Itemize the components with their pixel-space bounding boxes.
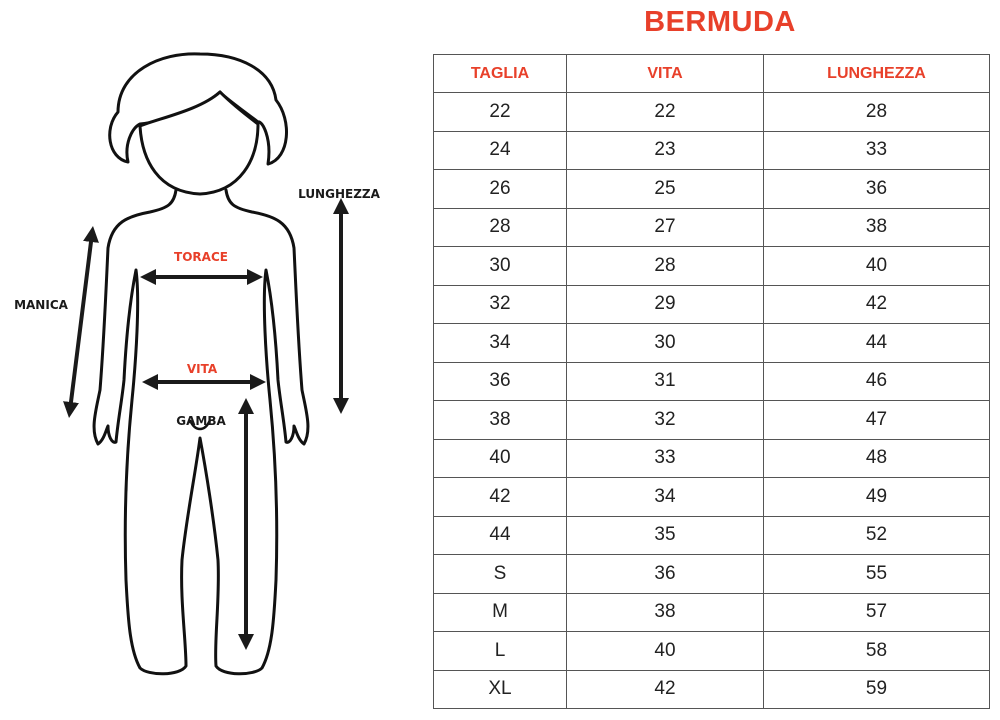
table-row <box>434 439 990 478</box>
cell-taglia: 28 <box>434 208 567 247</box>
cell-taglia: 40 <box>434 439 567 478</box>
cell-lunghezza: 49 <box>764 478 990 517</box>
label-torace: TORACE <box>174 250 228 264</box>
cell-lunghezza: 48 <box>764 439 990 478</box>
table-row <box>434 516 990 555</box>
cell-lunghezza: 40 <box>764 247 990 286</box>
table-row <box>434 285 990 324</box>
cell-lunghezza: 42 <box>764 285 990 324</box>
table-row <box>434 401 990 440</box>
cell-vita: 32 <box>567 401 764 440</box>
cell-lunghezza: 59 <box>764 670 990 709</box>
cell-taglia: 24 <box>434 131 567 170</box>
cell-lunghezza: 46 <box>764 362 990 401</box>
cell-taglia: 38 <box>434 401 567 440</box>
cell-taglia: 44 <box>434 516 567 555</box>
cell-taglia: L <box>434 632 567 671</box>
cell-lunghezza: 38 <box>764 208 990 247</box>
table-row <box>434 93 990 132</box>
cell-taglia: 22 <box>434 93 567 132</box>
cell-vita: 42 <box>567 670 764 709</box>
size-table <box>433 54 990 709</box>
table-row <box>434 593 990 632</box>
cell-vita: 28 <box>567 247 764 286</box>
label-manica: MANICA <box>14 298 68 312</box>
label-lunghezza: LUNGHEZZA <box>298 187 380 201</box>
cell-vita: 34 <box>567 478 764 517</box>
cell-taglia: 30 <box>434 247 567 286</box>
cell-taglia: 26 <box>434 170 567 209</box>
cell-taglia: M <box>434 593 567 632</box>
cell-lunghezza: 55 <box>764 555 990 594</box>
table-row <box>434 324 990 363</box>
cell-vita: 27 <box>567 208 764 247</box>
cell-lunghezza: 33 <box>764 131 990 170</box>
cell-vita: 30 <box>567 324 764 363</box>
table-row <box>434 632 990 671</box>
table-row <box>434 131 990 170</box>
table-row <box>434 208 990 247</box>
cell-vita: 31 <box>567 362 764 401</box>
cell-vita: 29 <box>567 285 764 324</box>
cell-vita: 36 <box>567 555 764 594</box>
table-row <box>434 478 990 517</box>
cell-vita: 35 <box>567 516 764 555</box>
cell-taglia: S <box>434 555 567 594</box>
cell-lunghezza: 57 <box>764 593 990 632</box>
cell-lunghezza: 58 <box>764 632 990 671</box>
cell-lunghezza: 28 <box>764 93 990 132</box>
cell-lunghezza: 47 <box>764 401 990 440</box>
label-gamba: GAMBA <box>176 414 226 428</box>
cell-taglia: 34 <box>434 324 567 363</box>
cell-taglia: 32 <box>434 285 567 324</box>
header-lunghezza: LUNGHEZZA <box>764 55 990 93</box>
cell-vita: 38 <box>567 593 764 632</box>
table-row <box>434 555 990 594</box>
manica-arrow <box>70 234 92 410</box>
table-row <box>434 362 990 401</box>
cell-vita: 33 <box>567 439 764 478</box>
body-measurement-figure <box>0 0 430 720</box>
table-body <box>434 93 990 709</box>
cell-taglia: XL <box>434 670 567 709</box>
cell-lunghezza: 36 <box>764 170 990 209</box>
cell-lunghezza: 52 <box>764 516 990 555</box>
cell-vita: 23 <box>567 131 764 170</box>
cell-vita: 25 <box>567 170 764 209</box>
cell-vita: 22 <box>567 93 764 132</box>
label-vita: VITA <box>186 362 218 376</box>
cell-taglia: 42 <box>434 478 567 517</box>
header-vita: VITA <box>567 55 764 93</box>
cell-taglia: 36 <box>434 362 567 401</box>
header-taglia: TAGLIA <box>434 55 567 93</box>
table-row <box>434 670 990 709</box>
table-row <box>434 247 990 286</box>
chart-title: BERMUDA <box>644 6 796 38</box>
cell-vita: 40 <box>567 632 764 671</box>
cell-lunghezza: 44 <box>764 324 990 363</box>
table-header-row <box>434 55 990 93</box>
table-row <box>434 170 990 209</box>
